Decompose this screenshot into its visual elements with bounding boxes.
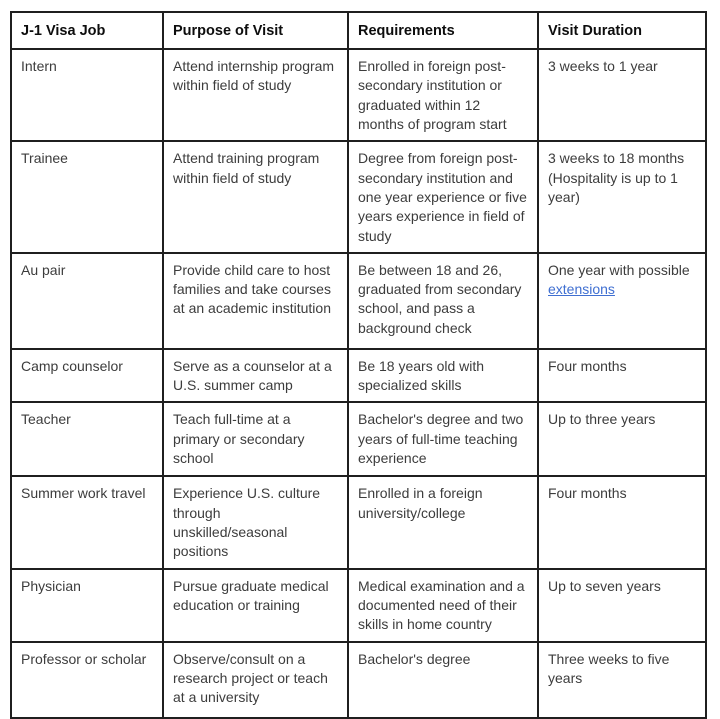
column-header-requirements: Requirements (348, 12, 538, 49)
extensions-link[interactable]: extensions (548, 281, 615, 298)
cell-duration: Four months (538, 476, 706, 568)
table-row (11, 49, 706, 141)
cell-job: Summer work travel (11, 476, 163, 568)
table-row (11, 141, 706, 253)
cell-purpose: Attend internship program within field of study (163, 49, 348, 141)
cell-purpose: Attend training program within field of study (163, 141, 348, 253)
column-header-purpose: Purpose of Visit (163, 12, 348, 49)
visa-table-container (10, 11, 707, 719)
cell-requirements: Bachelor's degree and two years of full-time teaching experience (348, 402, 538, 476)
cell-duration: Four months (538, 349, 706, 403)
cell-requirements: Enrolled in a foreign university/college (348, 476, 538, 568)
cell-duration: 3 weeks to 18 months (Hospitality is up to 1 year) (538, 141, 706, 253)
cell-purpose: Observe/consult on a research project or teach at a university (163, 642, 348, 718)
cell-purpose: Serve as a counselor at a U.S. summer camp (163, 349, 348, 403)
cell-duration: Up to seven years (538, 569, 706, 642)
cell-job: Camp counselor (11, 349, 163, 403)
cell-purpose: Provide child care to host families and take courses at an academic institution (163, 253, 348, 349)
cell-requirements: Enrolled in foreign post-secondary institution or graduated within 12 months of program start (348, 49, 538, 141)
cell-purpose: Experience U.S. culture through unskilled/seasonal positions (163, 476, 348, 568)
cell-job: Physician (11, 569, 163, 642)
cell-duration: 3 weeks to 1 year (538, 49, 706, 141)
cell-requirements: Be 18 years old with specialized skills (348, 349, 538, 403)
cell-job: Teacher (11, 402, 163, 476)
cell-duration (538, 253, 706, 349)
column-header-duration: Visit Duration (538, 12, 706, 49)
header-row (11, 12, 706, 49)
cell-purpose: Pursue graduate medical education or training (163, 569, 348, 642)
table-row (11, 349, 706, 403)
cell-requirements: Medical examination and a documented need of their skills in home country (348, 569, 538, 642)
table-row (11, 642, 706, 718)
table-row (11, 476, 706, 568)
cell-requirements: Bachelor's degree (348, 642, 538, 718)
table-row (11, 253, 706, 349)
duration-text: One year with possible (548, 261, 690, 278)
cell-duration: Three weeks to five years (538, 642, 706, 718)
column-header-job: J-1 Visa Job (11, 12, 163, 49)
cell-job: Professor or scholar (11, 642, 163, 718)
cell-requirements: Be between 18 and 26, graduated from secondary school, and pass a background check (348, 253, 538, 349)
cell-requirements: Degree from foreign post-secondary institution and one year experience or five years experience in field of study (348, 141, 538, 253)
table-row (11, 402, 706, 476)
cell-job: Au pair (11, 253, 163, 349)
cell-duration: Up to three years (538, 402, 706, 476)
cell-job: Trainee (11, 141, 163, 253)
cell-purpose: Teach full-time at a primary or secondary school (163, 402, 348, 476)
table-row (11, 569, 706, 642)
j1-visa-table (10, 11, 707, 719)
cell-job: Intern (11, 49, 163, 141)
